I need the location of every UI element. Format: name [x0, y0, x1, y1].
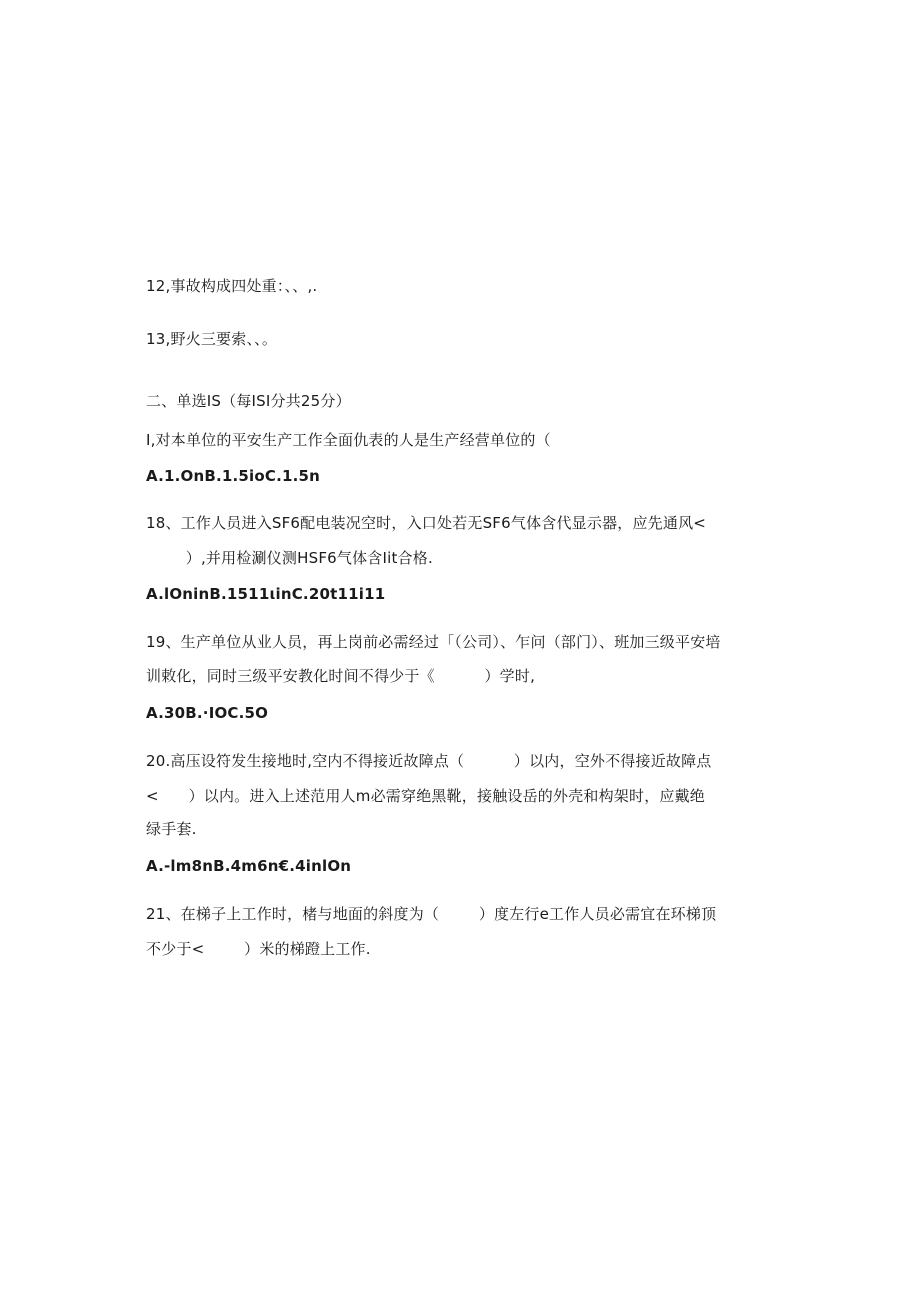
question-21-line-2: 不少于< ）米的梯蹬上工作.	[146, 940, 371, 958]
question-18-line-1: 18、工作人员进入SF6配电装况空时，入口处若无SF6气体含代显示器，应先通风<	[146, 514, 707, 532]
question-19-line-2: 训敕化，同时三级平安教化时间不得少于《 ）学时,	[146, 667, 536, 685]
question-20-line-3: 绿手套.	[146, 820, 197, 838]
section-heading: 二、单选IS（每ISI分共25分）	[146, 392, 351, 410]
question-19-options: A.30B.·IOC.5O	[146, 704, 269, 722]
question-1: I,对本单位的平安生产工作全面仇表的人是生产经营单位的（	[146, 431, 551, 449]
question-20-line-2: < ）以内。进入上述范用人m必需穿绝黑靴，接触设岳的外壳和构架时，应戴绝	[146, 787, 705, 805]
item-13: 13,野火三要索、、。	[146, 330, 278, 348]
question-21-line-1: 21、在梯子上工作时，楮与地面的斜度为（ ）度左行e工作人员必需宜在环梯顶	[146, 905, 717, 923]
question-18-options: A.lOninB.1511ιinC.20t11i11	[146, 585, 386, 603]
question-20-options: A.-lm8nB.4m6n€.4inlOn	[146, 857, 352, 875]
question-19-line-1: 19、生产单位从业人员，再上岗前必需经过「（公司）、乍问（部门）、班加三级平安培	[146, 633, 721, 651]
question-1-options: A.1.OnB.1.5ioC.1.5n	[146, 467, 321, 485]
question-18-line-2: ）,并用检涮仪测HSF6气体含Iit合格.	[146, 549, 433, 567]
item-12: 12,事故构成四处重：、、,.	[146, 277, 318, 295]
question-20-line-1: 20.高压设符发生接地时,空内不得接近故障点（ ）以内，空外不得接近故障点	[146, 752, 712, 770]
